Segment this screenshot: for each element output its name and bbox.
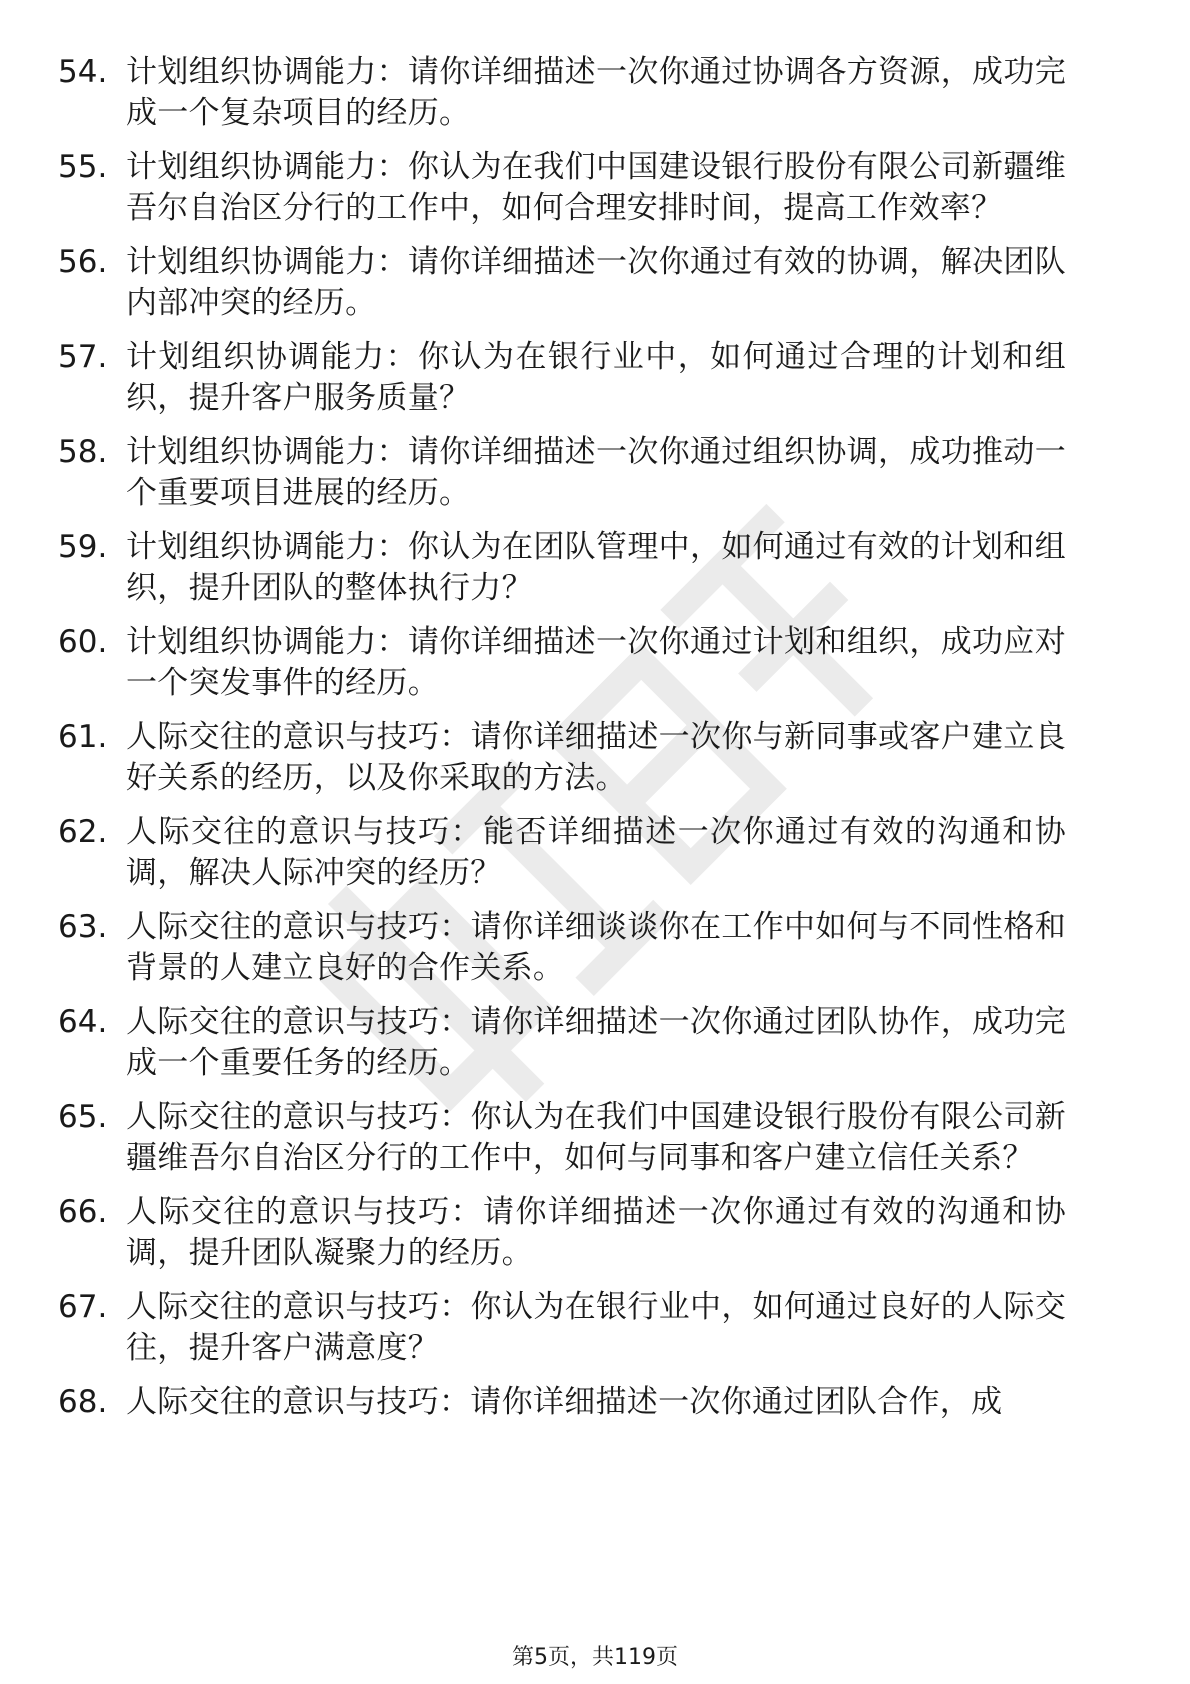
- question-text: 人际交往的意识与技巧：你认为在银行业中，如何通过良好的人际交往，提升客户满意度？: [126, 1289, 1066, 1366]
- list-item: [58, 622, 1138, 704]
- question-number: 63.: [58, 909, 108, 945]
- list-item: [58, 1287, 1138, 1369]
- question-number: 67.: [58, 1289, 108, 1325]
- question-text: 计划组织协调能力：请你详细描述一次你通过组织协调，成功推动一个重要项目进展的经历。: [126, 434, 1066, 511]
- list-item: [58, 907, 1138, 989]
- question-text: 计划组织协调能力：请你详细描述一次你通过协调各方资源，成功完成一个复杂项目的经历。: [126, 54, 1066, 131]
- question-text: 计划组织协调能力：请你详细描述一次你通过计划和组织，成功应对一个突发事件的经历。: [126, 624, 1066, 701]
- question-text: 人际交往的意识与技巧：请你详细描述一次你通过有效的沟通和协调，提升团队凝聚力的经历。: [126, 1194, 1066, 1271]
- question-number: 59.: [58, 529, 108, 565]
- list-item: [58, 242, 1138, 324]
- question-text: 人际交往的意识与技巧：请你详细描述一次你通过团队协作，成功完成一个重要任务的经历。: [126, 1004, 1066, 1081]
- question-text: 人际交往的意识与技巧：请你详细描述一次你通过团队合作，成: [126, 1384, 1003, 1420]
- question-text: 计划组织协调能力：你认为在银行业中，如何通过合理的计划和组织，提升客户服务质量？: [126, 339, 1066, 416]
- list-item: [58, 527, 1138, 609]
- question-number: 64.: [58, 1004, 108, 1040]
- question-number: 57.: [58, 339, 108, 375]
- question-text: 人际交往的意识与技巧：能否详细描述一次你通过有效的沟通和协调，解决人际冲突的经历？: [126, 814, 1066, 891]
- list-item: [58, 1097, 1138, 1179]
- list-item: [58, 1002, 1138, 1084]
- question-text: 人际交往的意识与技巧：你认为在我们中国建设银行股份有限公司新疆维吾尔自治区分行的工作中，如何与同事和客户建立信任关系？: [126, 1099, 1066, 1176]
- list-item: [58, 52, 1138, 134]
- question-number: 62.: [58, 814, 108, 850]
- list-item: [58, 717, 1138, 799]
- question-text: 计划组织协调能力：你认为在我们中国建设银行股份有限公司新疆维吾尔自治区分行的工作中，如何合理安排时间，提高工作效率？: [126, 149, 1066, 226]
- page-footer: 第5页，共119页: [512, 1645, 678, 1670]
- list-item: [58, 147, 1138, 229]
- list-item: [58, 1382, 1138, 1423]
- question-text: 人际交往的意识与技巧：请你详细谈谈你在工作中如何与不同性格和背景的人建立良好的合作关系。: [126, 909, 1066, 986]
- list-item: [58, 1192, 1138, 1274]
- list-item: [58, 432, 1138, 514]
- question-number: 60.: [58, 624, 108, 660]
- question-list: [58, 52, 1138, 1436]
- question-number: 55.: [58, 149, 108, 185]
- question-number: 65.: [58, 1099, 108, 1135]
- question-number: 54.: [58, 54, 108, 90]
- question-number: 66.: [58, 1194, 108, 1230]
- question-number: 56.: [58, 244, 108, 280]
- question-number: 68.: [58, 1384, 108, 1420]
- list-item: [58, 812, 1138, 894]
- list-item: [58, 337, 1138, 419]
- question-number: 58.: [58, 434, 108, 470]
- question-text: 计划组织协调能力：你认为在团队管理中，如何通过有效的计划和组织，提升团队的整体执行力？: [126, 529, 1066, 606]
- question-number: 61.: [58, 719, 108, 755]
- question-text: 计划组织协调能力：请你详细描述一次你通过有效的协调，解决团队内部冲突的经历。: [126, 244, 1066, 321]
- question-text: 人际交往的意识与技巧：请你详细描述一次你与新同事或客户建立良好关系的经历，以及你采取的方法。: [126, 719, 1066, 796]
